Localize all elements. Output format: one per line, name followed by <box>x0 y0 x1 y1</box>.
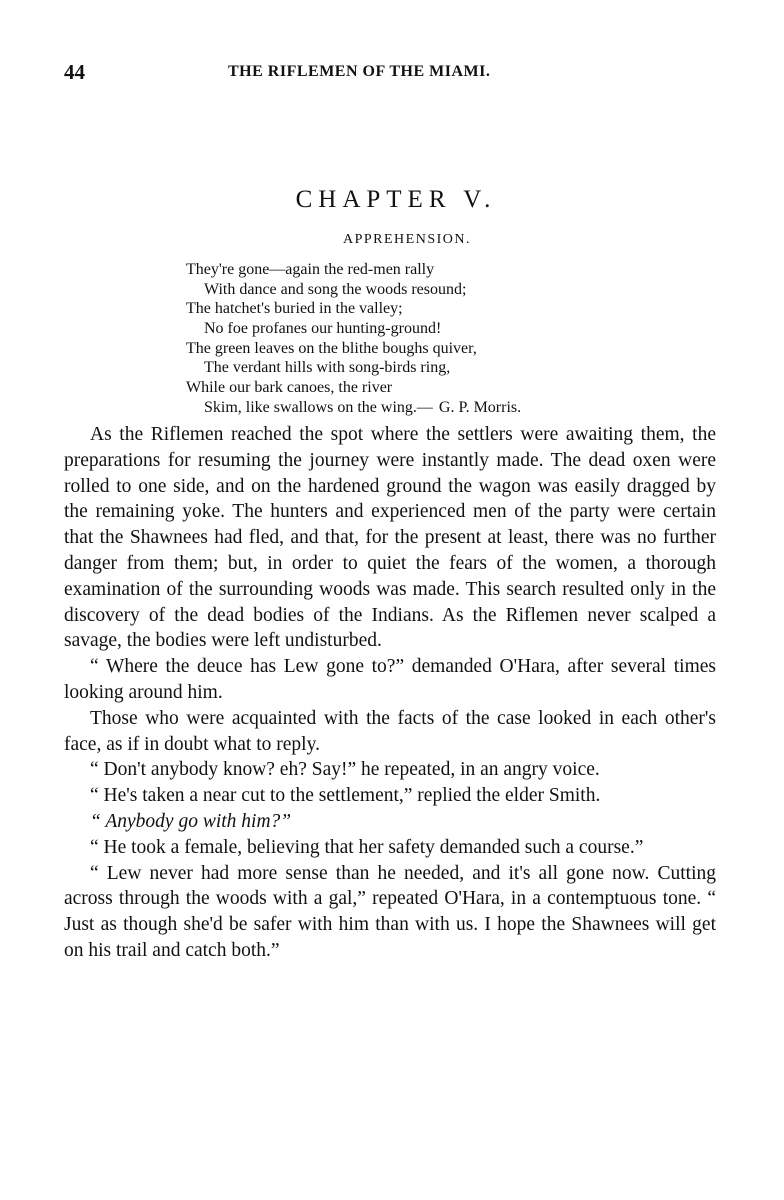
paragraph-italic <box>64 809 716 835</box>
paragraph: “ Where the deuce has Lew gone to?” demanded O'Hara, after several times looking around him. <box>64 656 716 703</box>
running-title: THE RIFLEMEN OF THE MIAMI. <box>228 63 491 80</box>
poem-line: The verdant hills with song-birds ring, <box>204 359 451 377</box>
poem-line: They're gone—again the red-men rally <box>186 261 435 278</box>
paragraph: As the Riflemen reached the spot where the settlers were awaiting them, the preparations for resuming the journey were instantly made. The dead oxen were rolled to one side, and on the hardened ground the wagon was easily dragged by the remaining yoke. The hunters and experienced men of the party were certain that the Shawnees had fled, and that, for the present at least, there was no further danger from them; but, in order to quiet the fears of the women, a thorough examination of the surrounding woods was made. This search resulted only in the discovery of the dead bodies of the Indians. As the Riflemen never scalped a savage, the bodies were left undisturbed. <box>64 424 716 652</box>
paragraph: “ He took a female, believing that her safety demanded such a course.” <box>90 836 644 858</box>
poem-line: The green leaves on the blithe boughs quiver, <box>186 339 477 357</box>
page-header <box>64 60 724 90</box>
epigraph-poem <box>186 260 676 418</box>
paragraph: “ Lew never had more sense than he needed, and it's all gone now. Cutting across through the woods with a gal,” repeated O'Hara, in a contemptuous tone. “ Just as though she'd be safer with him than with us. I hope the Shawnees will get on his trail and catch both.” <box>64 862 716 961</box>
poem-line: While our bark canoes, the river <box>186 379 393 397</box>
poem-line-final <box>186 398 676 418</box>
poem-line: No foe profanes our hunting-ground! <box>204 320 442 338</box>
poem-line: The hatchet's buried in the valley; <box>186 300 403 318</box>
chapter-subtitle: APPREHENSION. <box>342 232 471 247</box>
paragraph: “ Don't anybody know? eh? Say!” he repeated, in an angry voice. <box>90 759 600 781</box>
epigraph-attribution: G. P. Morris. <box>438 398 522 416</box>
poem-line: With dance and song the woods resound; <box>204 280 467 298</box>
poem-line: Skim, like swallows on the wing.— <box>204 398 433 416</box>
page-number: 44 <box>64 60 85 84</box>
paragraph: Those who were acquainted with the facts of the case looked in each other's face, as if in doubt what to reply. <box>64 707 716 755</box>
chapter-body <box>64 422 716 964</box>
paragraph: “ He's taken a near cut to the settlement,” replied the elder Smith. <box>90 785 601 807</box>
chapter-title: CHAPTER V. <box>295 186 497 213</box>
italic-quote: “ Anybody go with him?” <box>90 810 292 832</box>
